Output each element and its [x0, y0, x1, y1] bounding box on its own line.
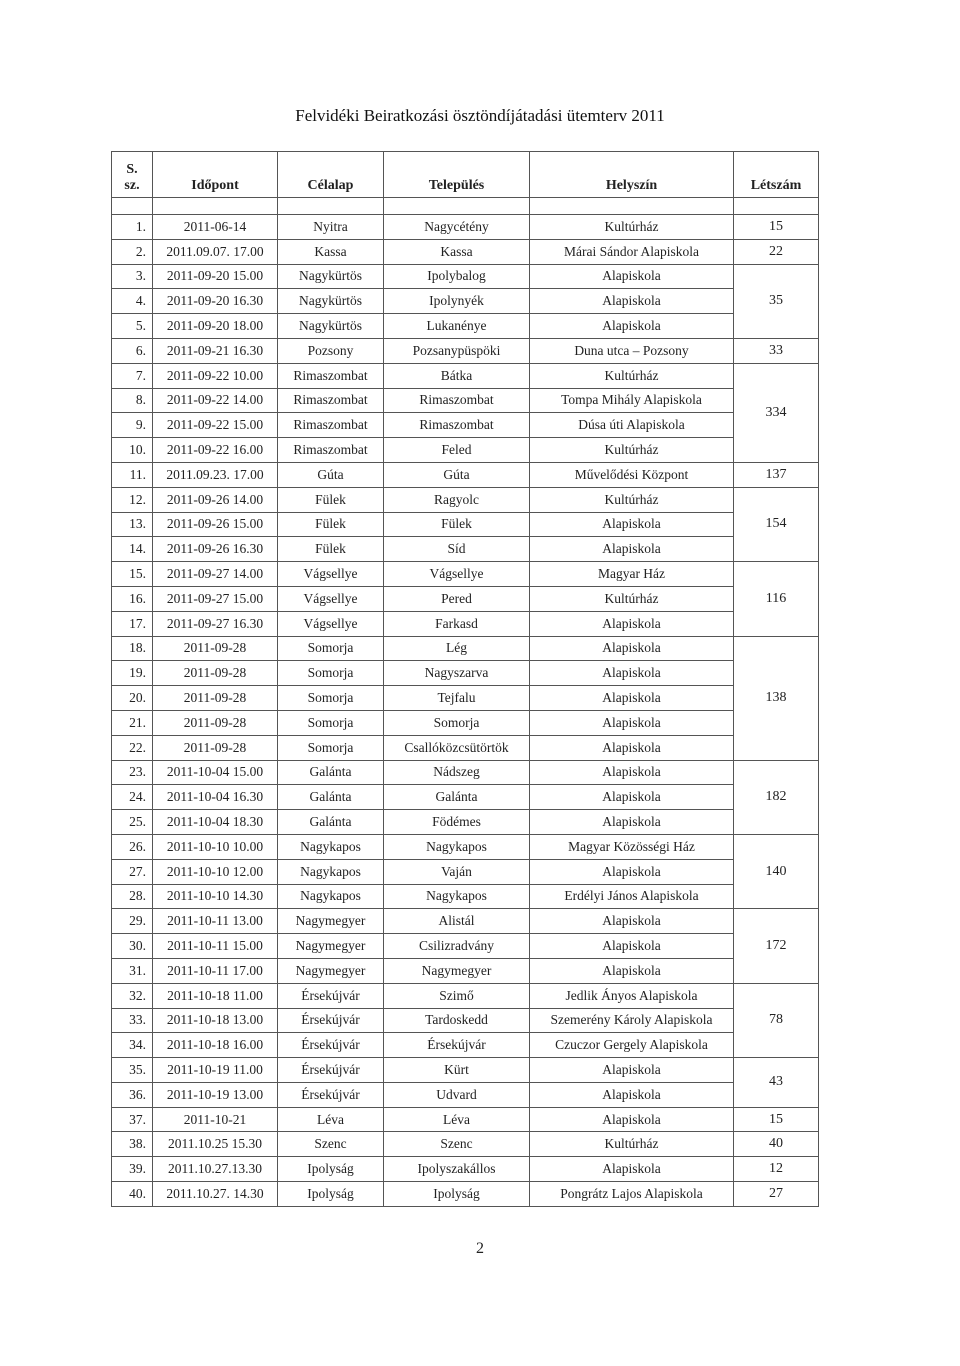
cell-helyszin: Alapiskola: [530, 1082, 734, 1107]
cell-idopont: 2011-06-14: [153, 215, 278, 240]
cell-idopont: 2011-09-28: [153, 710, 278, 735]
cell-sz: 2.: [112, 239, 153, 264]
cell-telepules: Födémes: [384, 810, 530, 835]
cell-helyszin: Művelődési Központ: [530, 462, 734, 487]
cell-sz: 17.: [112, 611, 153, 636]
cell-helyszin: Kultúrház: [530, 438, 734, 463]
cell-celalap: Nagykürtös: [278, 314, 384, 339]
cell-helyszin: Kultúrház: [530, 215, 734, 240]
table-row: [112, 512, 819, 537]
cell-celalap: Somorja: [278, 636, 384, 661]
cell-sz: 5.: [112, 314, 153, 339]
cell-idopont: 2011-10-18 11.00: [153, 983, 278, 1008]
cell-idopont: 2011-09-22 10.00: [153, 363, 278, 388]
cell-celalap: Nagymegyer: [278, 934, 384, 959]
cell-letszam: 15: [734, 215, 819, 240]
cell-sz: 12.: [112, 487, 153, 512]
cell-idopont: 2011.10.27. 14.30: [153, 1182, 278, 1207]
cell-celalap: Rimaszombat: [278, 388, 384, 413]
cell-celalap: Vágsellye: [278, 611, 384, 636]
table-row: [112, 562, 819, 587]
table-row: [112, 686, 819, 711]
cell-letszam: 27: [734, 1182, 819, 1207]
table-row: [112, 363, 819, 388]
header-sz: S. sz.: [112, 152, 153, 198]
cell-letszam: 40: [734, 1132, 819, 1157]
cell-helyszin: Czuczor Gergely Alapiskola: [530, 1033, 734, 1058]
cell-helyszin: Tompa Mihály Alapiskola: [530, 388, 734, 413]
cell-sz: 27.: [112, 859, 153, 884]
cell-telepules: Ipolynyék: [384, 289, 530, 314]
cell-sz: 16.: [112, 586, 153, 611]
page-number: 2: [476, 1240, 484, 1257]
cell-idopont: 2011-10-19 13.00: [153, 1082, 278, 1107]
cell-telepules: Feled: [384, 438, 530, 463]
cell-idopont: 2011-10-04 15.00: [153, 760, 278, 785]
cell-idopont: 2011.09.07. 17.00: [153, 239, 278, 264]
cell-helyszin: Alapiskola: [530, 661, 734, 686]
cell-idopont: 2011-10-21: [153, 1107, 278, 1132]
cell-helyszin: Erdélyi János Alapiskola: [530, 884, 734, 909]
cell-helyszin: Magyar Ház: [530, 562, 734, 587]
cell-letszam: 33: [734, 338, 819, 363]
cell-letszam: 22: [734, 239, 819, 264]
cell-celalap: Érsekújvár: [278, 1033, 384, 1058]
cell-idopont: 2011-10-19 11.00: [153, 1058, 278, 1083]
table-row: [112, 810, 819, 835]
cell-celalap: Vágsellye: [278, 562, 384, 587]
cell-celalap: Fülek: [278, 487, 384, 512]
cell-sz: 33.: [112, 1008, 153, 1033]
cell-idopont: 2011-09-28: [153, 661, 278, 686]
cell-telepules: Fülek: [384, 512, 530, 537]
cell-sz: 20.: [112, 686, 153, 711]
cell-telepules: Pered: [384, 586, 530, 611]
table-body: [112, 215, 819, 1207]
table-row: [112, 611, 819, 636]
cell-idopont: 2011-10-18 16.00: [153, 1033, 278, 1058]
table-row: [112, 537, 819, 562]
cell-helyszin: Jedlik Ányos Alapiskola: [530, 983, 734, 1008]
document-title: Felvidéki Beiratkozási ösztöndíjátadási ütemterv 2011: [295, 106, 665, 125]
cell-celalap: Nagykürtös: [278, 289, 384, 314]
table-row: [112, 289, 819, 314]
cell-celalap: Nyitra: [278, 215, 384, 240]
cell-idopont: 2011-09-27 15.00: [153, 586, 278, 611]
cell-telepules: Nagykapos: [384, 884, 530, 909]
cell-telepules: Pozsanypüspöki: [384, 338, 530, 363]
table-row: [112, 1157, 819, 1182]
table-row: [112, 438, 819, 463]
cell-celalap: Nagykapos: [278, 884, 384, 909]
cell-telepules: Érsekújvár: [384, 1033, 530, 1058]
cell-helyszin: Alapiskola: [530, 735, 734, 760]
cell-celalap: Somorja: [278, 710, 384, 735]
cell-telepules: Ipolyság: [384, 1182, 530, 1207]
table-row: [112, 958, 819, 983]
cell-helyszin: Alapiskola: [530, 1107, 734, 1132]
cell-telepules: Nagycétény: [384, 215, 530, 240]
cell-idopont: 2011.10.25 15.30: [153, 1132, 278, 1157]
cell-sz: 32.: [112, 983, 153, 1008]
table-row: [112, 859, 819, 884]
cell-sz: 39.: [112, 1157, 153, 1182]
cell-telepules: Nádszeg: [384, 760, 530, 785]
cell-helyszin: Szemerény Károly Alapiskola: [530, 1008, 734, 1033]
table-row: [112, 462, 819, 487]
schedule-table: [111, 151, 819, 1207]
cell-telepules: Ragyolc: [384, 487, 530, 512]
cell-idopont: 2011-09-26 16.30: [153, 537, 278, 562]
cell-idopont: 2011-09-26 15.00: [153, 512, 278, 537]
table-row: [112, 710, 819, 735]
cell-sz: 35.: [112, 1058, 153, 1083]
cell-helyszin: Alapiskola: [530, 636, 734, 661]
cell-letszam: 154: [734, 487, 819, 561]
header-telepules: Település: [384, 152, 530, 198]
table-row: [112, 1058, 819, 1083]
cell-idopont: 2011-09-20 18.00: [153, 314, 278, 339]
cell-sz: 30.: [112, 934, 153, 959]
cell-sz: 1.: [112, 215, 153, 240]
cell-telepules: Udvard: [384, 1082, 530, 1107]
cell-helyszin: Alapiskola: [530, 611, 734, 636]
cell-celalap: Érsekújvár: [278, 1058, 384, 1083]
cell-helyszin: Alapiskola: [530, 1157, 734, 1182]
cell-celalap: Nagykürtös: [278, 264, 384, 289]
cell-helyszin: Kultúrház: [530, 1132, 734, 1157]
cell-telepules: Vágsellye: [384, 562, 530, 587]
table-header-row: [112, 152, 819, 198]
cell-telepules: Nagykapos: [384, 834, 530, 859]
table-row: [112, 586, 819, 611]
cell-idopont: 2011-09-22 14.00: [153, 388, 278, 413]
cell-sz: 22.: [112, 735, 153, 760]
cell-idopont: 2011-09-28: [153, 735, 278, 760]
cell-sz: 29.: [112, 909, 153, 934]
cell-sz: 13.: [112, 512, 153, 537]
table-row: [112, 1033, 819, 1058]
cell-celalap: Galánta: [278, 810, 384, 835]
cell-helyszin: Pongrátz Lajos Alapiskola: [530, 1182, 734, 1207]
cell-telepules: Alistál: [384, 909, 530, 934]
cell-sz: 19.: [112, 661, 153, 686]
table-row: [112, 636, 819, 661]
cell-helyszin: Alapiskola: [530, 909, 734, 934]
cell-sz: 25.: [112, 810, 153, 835]
cell-letszam: 138: [734, 636, 819, 760]
cell-idopont: 2011-09-27 14.00: [153, 562, 278, 587]
cell-letszam: 116: [734, 562, 819, 636]
cell-telepules: Lukanénye: [384, 314, 530, 339]
cell-celalap: Kassa: [278, 239, 384, 264]
cell-helyszin: Duna utca – Pozsony: [530, 338, 734, 363]
table-row: [112, 1082, 819, 1107]
table-row: [112, 413, 819, 438]
table-row: [112, 487, 819, 512]
cell-idopont: 2011-10-11 17.00: [153, 958, 278, 983]
cell-sz: 6.: [112, 338, 153, 363]
cell-letszam: 172: [734, 909, 819, 983]
cell-sz: 4.: [112, 289, 153, 314]
cell-telepules: Csilizradvány: [384, 934, 530, 959]
cell-sz: 31.: [112, 958, 153, 983]
cell-sz: 15.: [112, 562, 153, 587]
cell-sz: 9.: [112, 413, 153, 438]
cell-celalap: Ipolyság: [278, 1182, 384, 1207]
table-row: [112, 338, 819, 363]
cell-letszam: 182: [734, 760, 819, 834]
table-row: [112, 834, 819, 859]
cell-idopont: 2011-10-11 15.00: [153, 934, 278, 959]
cell-telepules: Tardoskedd: [384, 1008, 530, 1033]
cell-celalap: Nagykapos: [278, 859, 384, 884]
cell-idopont: 2011-10-10 14.30: [153, 884, 278, 909]
cell-celalap: Fülek: [278, 512, 384, 537]
table-row: [112, 388, 819, 413]
cell-helyszin: Alapiskola: [530, 958, 734, 983]
cell-helyszin: Alapiskola: [530, 934, 734, 959]
cell-letszam: 140: [734, 834, 819, 908]
header-spacer-row: [112, 198, 819, 215]
cell-letszam: 35: [734, 264, 819, 338]
cell-idopont: 2011-10-11 13.00: [153, 909, 278, 934]
header-celalap: Célalap: [278, 152, 384, 198]
cell-idopont: 2011-09-27 16.30: [153, 611, 278, 636]
cell-sz: 34.: [112, 1033, 153, 1058]
cell-celalap: Nagymegyer: [278, 958, 384, 983]
cell-sz: 38.: [112, 1132, 153, 1157]
cell-celalap: Rimaszombat: [278, 413, 384, 438]
cell-telepules: Kürt: [384, 1058, 530, 1083]
cell-celalap: Nagymegyer: [278, 909, 384, 934]
cell-sz: 36.: [112, 1082, 153, 1107]
table-row: [112, 760, 819, 785]
table-row: [112, 239, 819, 264]
cell-celalap: Érsekújvár: [278, 1008, 384, 1033]
cell-idopont: 2011.09.23. 17.00: [153, 462, 278, 487]
table-row: [112, 1132, 819, 1157]
table-row: [112, 314, 819, 339]
cell-telepules: Gúta: [384, 462, 530, 487]
cell-celalap: Ipolyság: [278, 1157, 384, 1182]
cell-sz: 3.: [112, 264, 153, 289]
cell-letszam: 137: [734, 462, 819, 487]
cell-letszam: 78: [734, 983, 819, 1057]
cell-helyszin: Alapiskola: [530, 686, 734, 711]
cell-sz: 28.: [112, 884, 153, 909]
cell-celalap: Pozsony: [278, 338, 384, 363]
cell-idopont: 2011-09-28: [153, 636, 278, 661]
cell-celalap: Szenc: [278, 1132, 384, 1157]
cell-helyszin: Alapiskola: [530, 760, 734, 785]
cell-telepules: Ipolybalog: [384, 264, 530, 289]
cell-telepules: Nagymegyer: [384, 958, 530, 983]
cell-telepules: Síd: [384, 537, 530, 562]
table-row: [112, 1182, 819, 1207]
cell-telepules: Szenc: [384, 1132, 530, 1157]
cell-sz: 21.: [112, 710, 153, 735]
cell-celalap: Léva: [278, 1107, 384, 1132]
cell-telepules: Bátka: [384, 363, 530, 388]
cell-telepules: Ipolyszakállos: [384, 1157, 530, 1182]
cell-telepules: Tejfalu: [384, 686, 530, 711]
table-row: [112, 661, 819, 686]
cell-celalap: Érsekújvár: [278, 1082, 384, 1107]
cell-idopont: 2011-09-20 15.00: [153, 264, 278, 289]
table-row: [112, 785, 819, 810]
cell-sz: 40.: [112, 1182, 153, 1207]
cell-telepules: Somorja: [384, 710, 530, 735]
cell-helyszin: Alapiskola: [530, 710, 734, 735]
cell-sz: 24.: [112, 785, 153, 810]
table-row: [112, 264, 819, 289]
cell-helyszin: Alapiskola: [530, 859, 734, 884]
cell-sz: 14.: [112, 537, 153, 562]
cell-helyszin: Magyar Közösségi Ház: [530, 834, 734, 859]
cell-letszam: 15: [734, 1107, 819, 1132]
cell-celalap: Galánta: [278, 785, 384, 810]
table-row: [112, 215, 819, 240]
cell-telepules: Galánta: [384, 785, 530, 810]
cell-idopont: 2011-09-22 15.00: [153, 413, 278, 438]
cell-telepules: Rimaszombat: [384, 413, 530, 438]
cell-helyszin: Alapiskola: [530, 1058, 734, 1083]
cell-idopont: 2011-09-26 14.00: [153, 487, 278, 512]
cell-telepules: Kassa: [384, 239, 530, 264]
cell-idopont: 2011-09-20 16.30: [153, 289, 278, 314]
cell-telepules: Csallóközcsütörtök: [384, 735, 530, 760]
cell-telepules: Szimő: [384, 983, 530, 1008]
cell-idopont: 2011-09-28: [153, 686, 278, 711]
cell-helyszin: Kultúrház: [530, 363, 734, 388]
cell-celalap: Somorja: [278, 686, 384, 711]
cell-helyszin: Dúsa úti Alapiskola: [530, 413, 734, 438]
table-row: [112, 735, 819, 760]
cell-letszam: 12: [734, 1157, 819, 1182]
cell-sz: 18.: [112, 636, 153, 661]
cell-idopont: 2011-10-10 10.00: [153, 834, 278, 859]
cell-idopont: 2011-09-21 16.30: [153, 338, 278, 363]
cell-telepules: Nagyszarva: [384, 661, 530, 686]
cell-helyszin: Alapiskola: [530, 537, 734, 562]
table-row: [112, 909, 819, 934]
table-row: [112, 934, 819, 959]
cell-celalap: Nagykapos: [278, 834, 384, 859]
cell-idopont: 2011-10-18 13.00: [153, 1008, 278, 1033]
cell-helyszin: Alapiskola: [530, 314, 734, 339]
cell-telepules: Vaján: [384, 859, 530, 884]
cell-telepules: Farkasd: [384, 611, 530, 636]
cell-helyszin: Alapiskola: [530, 785, 734, 810]
cell-idopont: 2011-10-10 12.00: [153, 859, 278, 884]
cell-idopont: 2011-10-04 18.30: [153, 810, 278, 835]
cell-helyszin: Kultúrház: [530, 586, 734, 611]
table-row: [112, 1008, 819, 1033]
cell-idopont: 2011-09-22 16.00: [153, 438, 278, 463]
cell-sz: 23.: [112, 760, 153, 785]
cell-celalap: Fülek: [278, 537, 384, 562]
header-letszam: Létszám: [734, 152, 819, 198]
cell-idopont: 2011-10-04 16.30: [153, 785, 278, 810]
cell-helyszin: Alapiskola: [530, 289, 734, 314]
header-helyszin: Helyszín: [530, 152, 734, 198]
header-idopont: Időpont: [153, 152, 278, 198]
table-row: [112, 983, 819, 1008]
cell-helyszin: Márai Sándor Alapiskola: [530, 239, 734, 264]
cell-celalap: Rimaszombat: [278, 438, 384, 463]
cell-sz: 11.: [112, 462, 153, 487]
cell-letszam: 334: [734, 363, 819, 462]
cell-sz: 8.: [112, 388, 153, 413]
cell-sz: 37.: [112, 1107, 153, 1132]
table-row: [112, 884, 819, 909]
cell-celalap: Somorja: [278, 661, 384, 686]
cell-celalap: Somorja: [278, 735, 384, 760]
cell-sz: 26.: [112, 834, 153, 859]
cell-helyszin: Alapiskola: [530, 512, 734, 537]
cell-helyszin: Alapiskola: [530, 810, 734, 835]
cell-celalap: Rimaszombat: [278, 363, 384, 388]
cell-celalap: Galánta: [278, 760, 384, 785]
cell-letszam: 43: [734, 1058, 819, 1108]
cell-telepules: Lég: [384, 636, 530, 661]
cell-celalap: Érsekújvár: [278, 983, 384, 1008]
cell-helyszin: Alapiskola: [530, 264, 734, 289]
cell-telepules: Léva: [384, 1107, 530, 1132]
cell-celalap: Gúta: [278, 462, 384, 487]
table-row: [112, 1107, 819, 1132]
cell-celalap: Vágsellye: [278, 586, 384, 611]
cell-helyszin: Kultúrház: [530, 487, 734, 512]
cell-sz: 7.: [112, 363, 153, 388]
cell-telepules: Rimaszombat: [384, 388, 530, 413]
cell-sz: 10.: [112, 438, 153, 463]
cell-idopont: 2011.10.27.13.30: [153, 1157, 278, 1182]
